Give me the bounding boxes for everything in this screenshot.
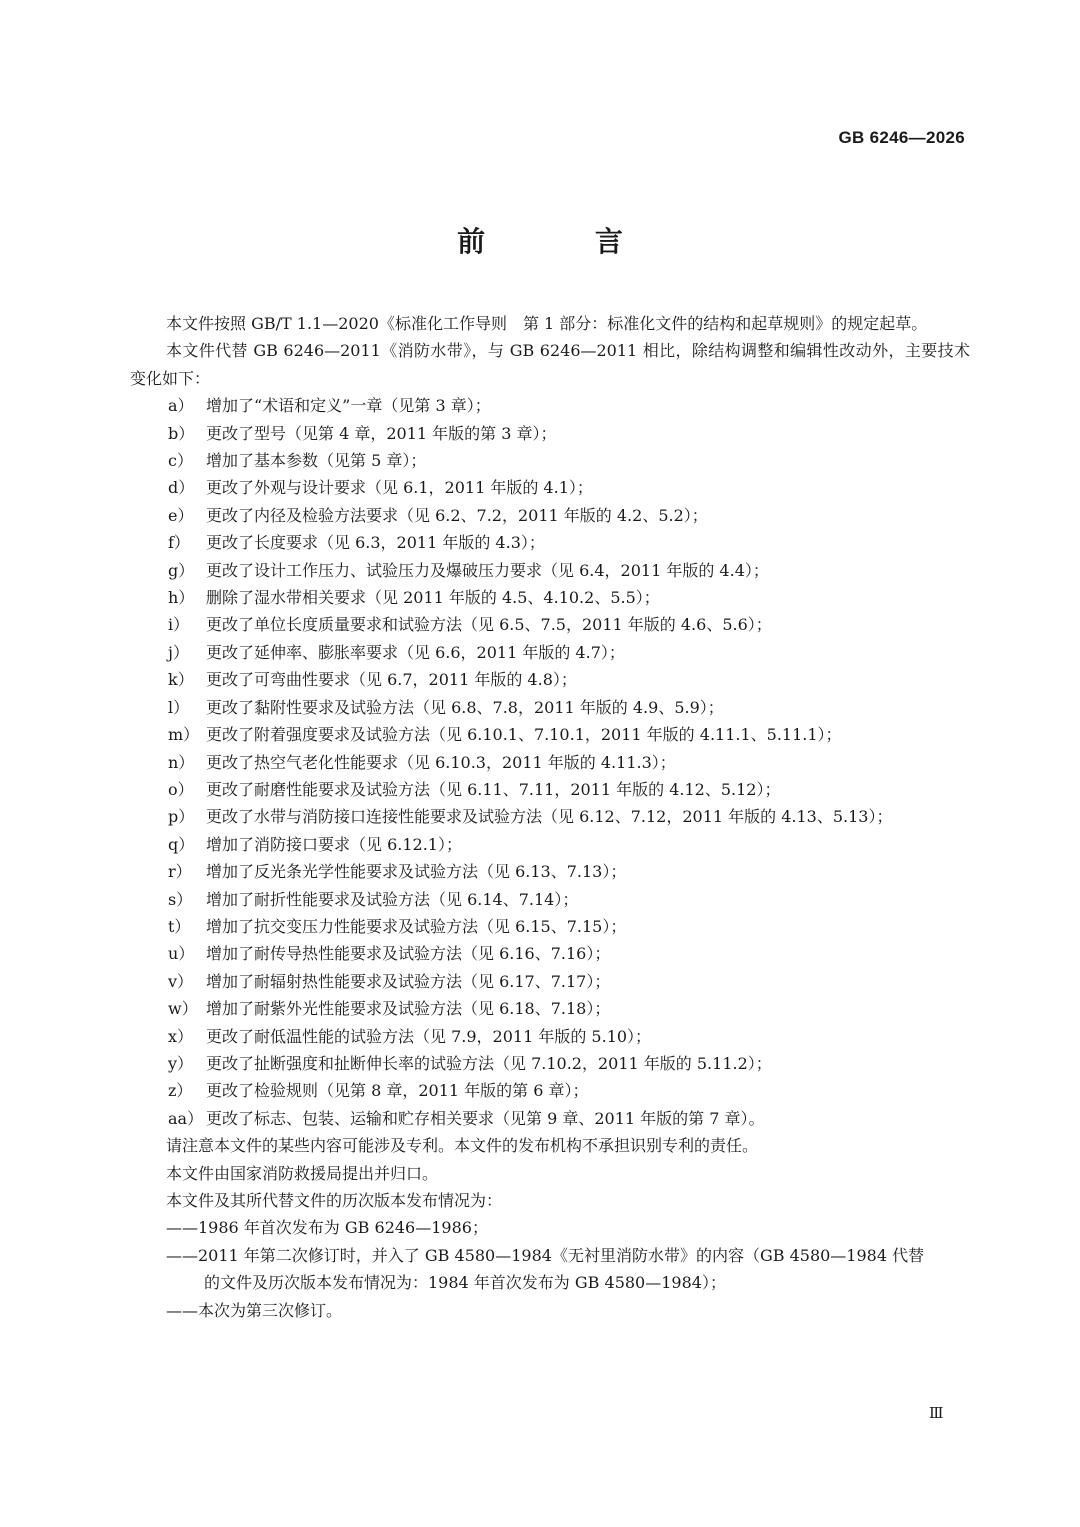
- change-item-text: 更改了热空气老化性能要求（见 6.10.3，2011 年版的 4.11.3）；: [206, 752, 676, 772]
- change-item: [130, 584, 970, 611]
- change-item-text: 增加了反光条光学性能要求及试验方法（见 6.13、7.13）；: [206, 862, 627, 882]
- change-item-text: 更改了耐磨性能要求及试验方法（见 6.11、7.11，2011 年版的 4.12、5.12）；: [206, 779, 781, 799]
- history-item-text: ——1986 年首次发布为 GB 6246—1986；: [166, 1218, 488, 1238]
- change-item-text: 更改了设计工作压力、试验压力及爆破压力要求（见 6.4，2011 年版的 4.4）；: [206, 560, 769, 580]
- change-item: [130, 721, 970, 748]
- change-item-label: k）: [168, 670, 194, 690]
- change-item-text: 更改了内径及检验方法要求（见 6.2、7.2，2011 年版的 4.2、5.2）；: [206, 505, 708, 525]
- change-item-text: 更改了长度要求（见 6.3，2011 年版的 4.3）；: [206, 533, 545, 553]
- change-item: [130, 831, 970, 858]
- change-item-text: 增加了“术语和定义”一章（见第 3 章）；: [206, 396, 491, 416]
- change-item-label: t）: [168, 916, 191, 936]
- change-item: [130, 420, 970, 447]
- change-item-text: 更改了外观与设计要求（见 6.1，2011 年版的 4.1）；: [206, 478, 593, 498]
- change-item-text: 更改了检验规则（见第 8 章，2011 年版的第 6 章）；: [206, 1081, 589, 1101]
- change-item: [130, 776, 970, 803]
- intro-paragraph-1: 本文件按照 GB/T 1.1—2020《标准化工作导则 第 1 部分：标准化文件的结构和起草规则》的规定起草。: [166, 314, 928, 333]
- change-item: [130, 886, 970, 913]
- change-item: [130, 803, 970, 830]
- history-item: [130, 1214, 970, 1241]
- change-item-label: q）: [168, 834, 195, 854]
- change-item-text: 增加了消防接口要求（见 6.12.1）；: [206, 834, 462, 854]
- change-item-text: 更改了水带与消防接口连接性能要求及试验方法（见 6.12、7.12，2011 年版的 4.13、5.13）；: [206, 807, 893, 827]
- change-item-label: p）: [168, 807, 195, 827]
- change-item-label: y）: [168, 1053, 194, 1073]
- change-item: [130, 502, 970, 529]
- change-item-label: j）: [168, 642, 189, 662]
- change-item-text: 更改了延伸率、膨胀率要求（见 6.6，2011 年版的 4.7）；: [206, 642, 625, 662]
- change-item: [130, 529, 970, 556]
- change-item-text: 增加了基本参数（见第 5 章）；: [206, 451, 427, 471]
- change-item-label: i）: [168, 615, 190, 635]
- change-item-text: 更改了单位长度质量要求和试验方法（见 6.5、7.5，2011 年版的 4.6、5.6）；: [206, 615, 772, 635]
- change-item-label: l）: [168, 697, 190, 717]
- change-item-label: g）: [168, 560, 195, 580]
- change-item-label: u）: [168, 944, 195, 964]
- change-item-text: 删除了湿水带相关要求（见 2011 年版的 4.5、4.10.2、5.5）；: [206, 588, 660, 608]
- history-list: [130, 1214, 970, 1324]
- change-item-text: 更改了黏附性要求及试验方法（见 6.8、7.8，2011 年版的 4.9、5.9）；: [206, 697, 724, 717]
- change-item: [130, 858, 970, 885]
- change-item: [130, 392, 970, 419]
- change-item-label: h）: [168, 588, 195, 608]
- change-item-label: s）: [168, 889, 193, 909]
- change-item-label: v）: [168, 971, 194, 991]
- change-item-label: r）: [168, 862, 192, 882]
- page-number: Ⅲ: [929, 1404, 944, 1422]
- history-intro: 本文件及其所代替文件的历次版本发布情况为：: [166, 1191, 503, 1210]
- change-item-label: z）: [168, 1081, 193, 1101]
- change-item: [130, 1105, 970, 1132]
- foreword-body: [130, 310, 970, 1324]
- change-item-label: w）: [168, 999, 198, 1019]
- change-item-label: e）: [168, 505, 194, 525]
- change-item: [130, 1077, 970, 1104]
- history-item-text: ——2011 年第二次修订时，并入了 GB 4580—1984《无衬里消防水带》的内容（GB 4580—1984 代替: [166, 1245, 925, 1265]
- change-item-label: o）: [168, 779, 194, 799]
- change-item: [130, 639, 970, 666]
- change-item: [130, 913, 970, 940]
- change-item-text: 更改了扯断强度和扯断伸长率的试验方法（见 7.10.2，2011 年版的 5.11.2）；: [206, 1053, 772, 1073]
- change-item: [130, 557, 970, 584]
- change-item-text: 增加了耐辐射热性能要求及试验方法（见 6.17、7.17）；: [206, 971, 611, 991]
- change-item-label: n）: [168, 752, 195, 772]
- change-item-text: 更改了可弯曲性要求（见 6.7，2011 年版的 4.8）；: [206, 670, 577, 690]
- change-item: [130, 749, 970, 776]
- change-item-text: 增加了耐传导热性能要求及试验方法（见 6.16、7.16）；: [206, 944, 611, 964]
- change-item-label: x）: [168, 1026, 194, 1046]
- change-item-label: d）: [168, 478, 195, 498]
- standard-number: GB 6246—2026: [838, 128, 965, 147]
- change-item-label: f）: [168, 533, 190, 553]
- history-item: [130, 1297, 970, 1324]
- change-item: [130, 666, 970, 693]
- change-item-label: b）: [168, 423, 195, 443]
- change-item-text: 更改了标志、包装、运输和贮存相关要求（见第 9 章、2011 年版的第 7 章）。: [206, 1108, 765, 1128]
- change-item-label: a）: [168, 396, 194, 416]
- change-item-text: 增加了耐折性能要求及试验方法（见 6.14、7.14）；: [206, 889, 579, 909]
- change-item: [130, 611, 970, 638]
- change-item: [130, 474, 970, 501]
- history-item: [130, 1242, 970, 1297]
- history-item-text: ——本次为第三次修订。: [166, 1300, 343, 1320]
- change-item: [130, 447, 970, 474]
- change-item-text: 更改了耐低温性能的试验方法（见 7.9，2011 年版的 5.10）；: [206, 1026, 652, 1046]
- change-item-text: 更改了附着强度要求及试验方法（见 6.10.1、7.10.1，2011 年版的 4.11.1、5.11.1）；: [206, 725, 842, 745]
- change-item-label: m）: [168, 725, 200, 745]
- patent-notice: 请注意本文件的某些内容可能涉及专利。本文件的发布机构不承担识别专利的责任。: [166, 1136, 759, 1156]
- change-item-text: 增加了耐紫外光性能要求及试验方法（见 6.18、7.18）；: [206, 999, 611, 1019]
- change-item: [130, 995, 970, 1022]
- proposer-statement: 本文件由国家消防救援局提出并归口。: [166, 1163, 439, 1183]
- page-title: 前 言: [457, 225, 673, 258]
- change-item-label: c）: [168, 451, 193, 471]
- change-item: [130, 968, 970, 995]
- change-item: [130, 1050, 970, 1077]
- change-item-text: 增加了抗交变压力性能要求及试验方法（见 6.15、7.15）；: [206, 916, 627, 936]
- change-item: [130, 694, 970, 721]
- change-item-label: aa）: [168, 1108, 204, 1128]
- intro-paragraph-2: 本文件代替 GB 6246—2011《消防水带》，与 GB 6246—2011 相比，除结构调整和编辑性改动外，主要技术变化如下：: [130, 341, 970, 388]
- change-item-text: 更改了型号（见第 4 章，2011 年版的第 3 章）；: [206, 423, 557, 443]
- history-item-continuation: 的文件及历次版本发布情况为：1984 年首次发布为 GB 4580—1984）；: [204, 1273, 726, 1293]
- change-item: [130, 1023, 970, 1050]
- change-item: [130, 940, 970, 967]
- changes-list: [130, 392, 970, 1132]
